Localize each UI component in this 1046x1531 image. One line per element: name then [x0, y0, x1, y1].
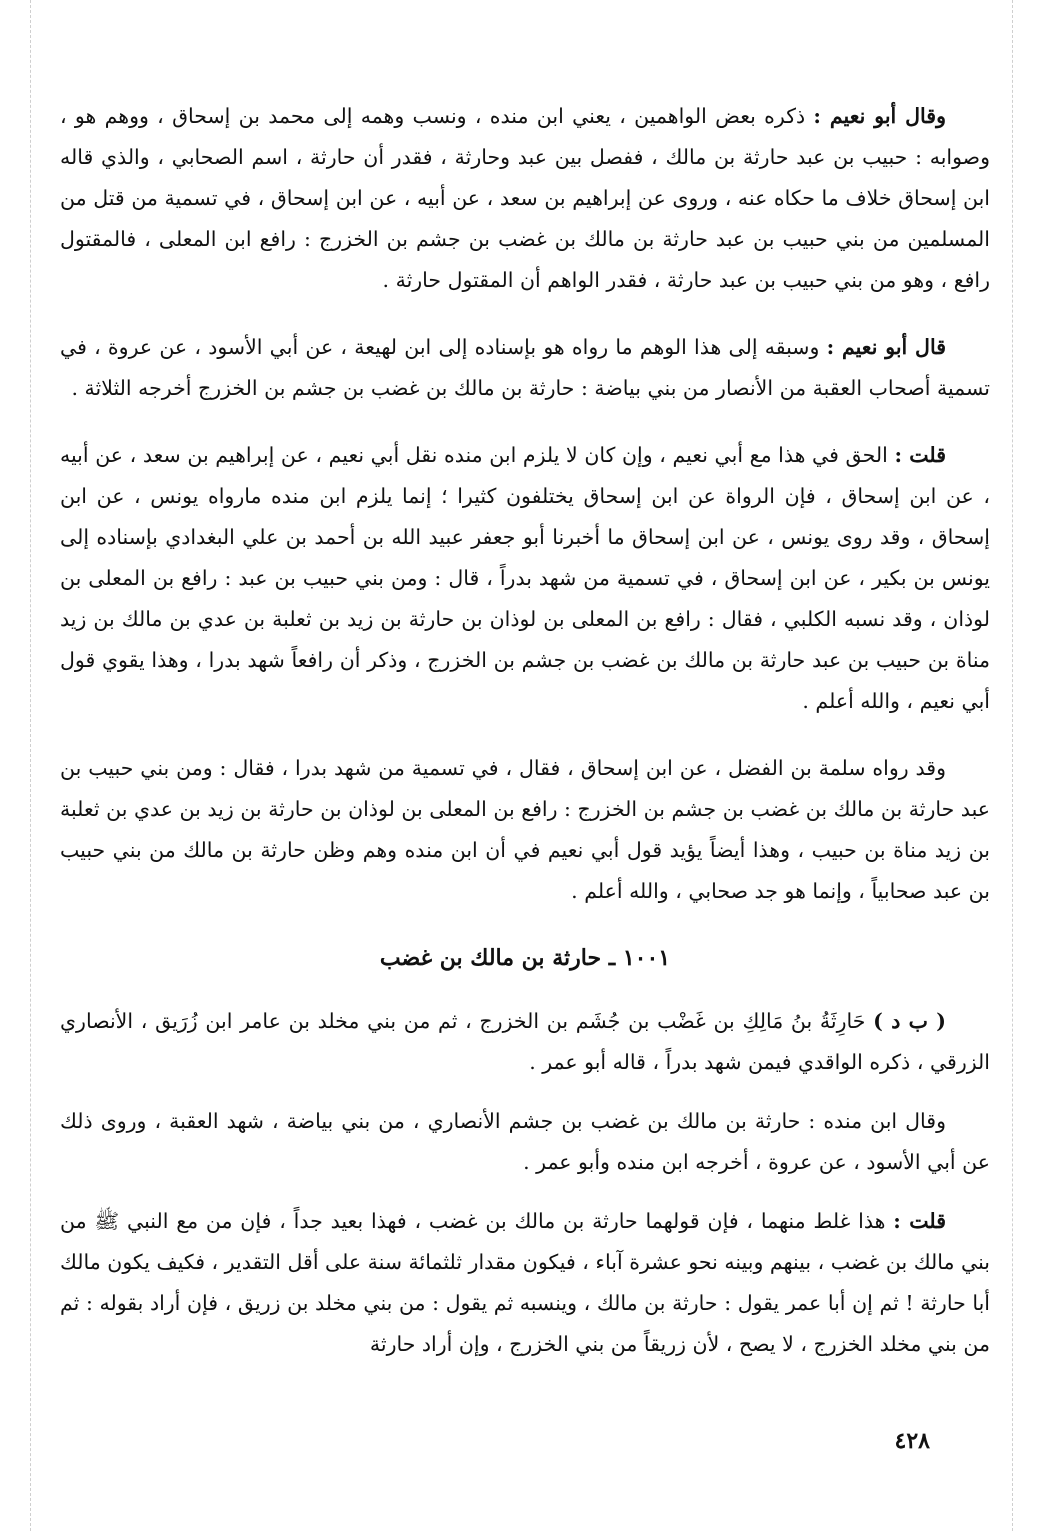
entry-paragraph-2	[60, 1101, 990, 1183]
paragraph-body: ذكره بعض الواهمين ، يعني ابن منده ، ونسب وهمه إلى محمد بن إسحاق ، ووهم هو ، وصوابه : حبيب بن عبد حارثة بن مالك ، ففصل بين عبد وحارثة ، فقدر أن حارثة ، اسم الصحابي ، والذي قاله ابن إسحاق خلاف ما حكاه عنه ، وروى عن إبراهيم بن سعد ، عن أبيه ، عن ابن إسحاق ، في تسمية من قتل من المسلمين من بني حبيب بن عبد حارثة بن مالك بن غضب بن جشم بن الخزرج : رافع ابن المعلى ، فالمقتول رافع ، وهو من بني حبيب بن عبد حارثة ، فقدر الواهم أن المقتول حارثة .	[60, 104, 990, 292]
paragraph-2	[60, 327, 990, 409]
paragraph-1	[60, 96, 990, 301]
paragraph-body: وسبقه إلى هذا الوهم ما رواه هو بإسناده إلى ابن لهيعة ، عن أبي الأسود ، عن عروة ، في تسمية أصحاب العقبة من الأنصار من بني بياضة : حارثة بن مالك بن غضب بن جشم بن الخزرج أخرجه الثلاثة .	[60, 335, 990, 400]
paragraph-body: هذا غلط منهما ، فإن قولهما حارثة بن مالك بن غضب ، فهذا بعيد جداً ، فإن من مع النبي ﷺ من بني مالك بن غضب ، بينهم وبينه نحو عشرة آباء ، فيكون مقدار ثلثمائة سنة على أقل التقدير ، فكيف يكون مالك أبا حارثة ! ثم إن أبا عمر يقول : حارثة بن مالك ، وينسبه ثم يقول : من بني مخلد بن زريق ، فإن أراد بقوله : ثم من بني مخلد الخزرج ، لا يصح ، لأن زريقاً من بني الخزرج ، وإن أراد حارثة	[60, 1209, 990, 1356]
paragraph-lead: قلت :	[894, 443, 946, 467]
entry-heading: ١٠٠١ ـ حارثة بن مالك بن غضب	[379, 945, 671, 971]
paragraph-lead: قلت :	[893, 1209, 947, 1233]
paragraph-lead: ( ب د )	[873, 1009, 946, 1033]
entry-paragraph-3	[60, 1201, 990, 1365]
paragraph-lead: قال أبو نعيم :	[826, 335, 946, 359]
paragraph-4	[60, 748, 990, 912]
paragraph-body: وقال ابن منده : حارثة بن مالك بن غضب بن جشم الأنصاري ، من بني بياضة ، شهد العقبة ، وروى ذلك عن أبي الأسود ، عن عروة ، أخرجه ابن منده وأبو عمر .	[60, 1109, 990, 1174]
scan-edge-left	[30, 0, 31, 1531]
paragraph-lead: وقال أبو نعيم :	[813, 104, 946, 128]
paragraph-3	[60, 435, 990, 722]
entry-paragraph-1	[60, 1001, 990, 1083]
page-number: ٤٢٨	[894, 1428, 930, 1454]
paragraph-body: حَارِثَةُ بنُ مَالِكِ بن غَضْب بن جُشَم بن الخزرج ، ثم من بني مخلد بن عامر ابن زُرَيق ، الأنصاري الزرقي ، ذكره الواقدي فيمن شهد بدراً ، قاله أبو عمر .	[60, 1009, 990, 1074]
main-text-column	[60, 96, 990, 1383]
scan-edge-right	[1012, 0, 1013, 1531]
paragraph-body: وقد رواه سلمة بن الفضل ، عن ابن إسحاق ، فقال ، في تسمية من شهد بدرا ، فقال : ومن بني حبيب بن عبد حارثة بن مالك بن غضب بن جشم بن الخزرج : رافع بن المعلى بن لوذان بن حارثة بن زيد بن عدي بن ثعلبة بن زيد مناة بن حبيب ، وهذا أيضاً يؤيد قول أبي نعيم في أن ابن منده وهم وظن حارثة بن مالك من بني حبيب بن عبد صحابياً ، وإنما هو جد صحابي ، والله أعلم .	[60, 756, 990, 903]
paragraph-body: الحق في هذا مع أبي نعيم ، وإن كان لا يلزم ابن منده نقل أبي نعيم ، عن إبراهيم بن سعد ، عن أبيه ، عن ابن إسحاق ، فإن الرواة عن ابن إسحاق يختلفون كثيرا ؛ إنما يلزم ابن منده مارواه يونس ، عن ابن إسحاق ، وقد روى يونس ، عن ابن إسحاق ما أخبرنا أبو جعفر عبيد الله بن أحمد بن علي البغدادي بإسناده إلى يونس بن بكير ، عن ابن إسحاق ، في تسمية من شهد بدراً ، قال : ومن بني حبيب بن عبد : رافع بن المعلى بن لوذان ، وقد نسبه الكلبي ، فقال : رافع بن المعلى بن لوذان بن حارثة بن زيد بن ثعلبة بن عدي بن مالك بن زيد مناة بن حبيب بن عبد حارثة بن مالك بن غضب بن جشم بن الخزرج ، وذكر أن رافعاً شهد بدرا ، وهذا يقوي قول أبي نعيم ، والله أعلم .	[60, 443, 990, 713]
